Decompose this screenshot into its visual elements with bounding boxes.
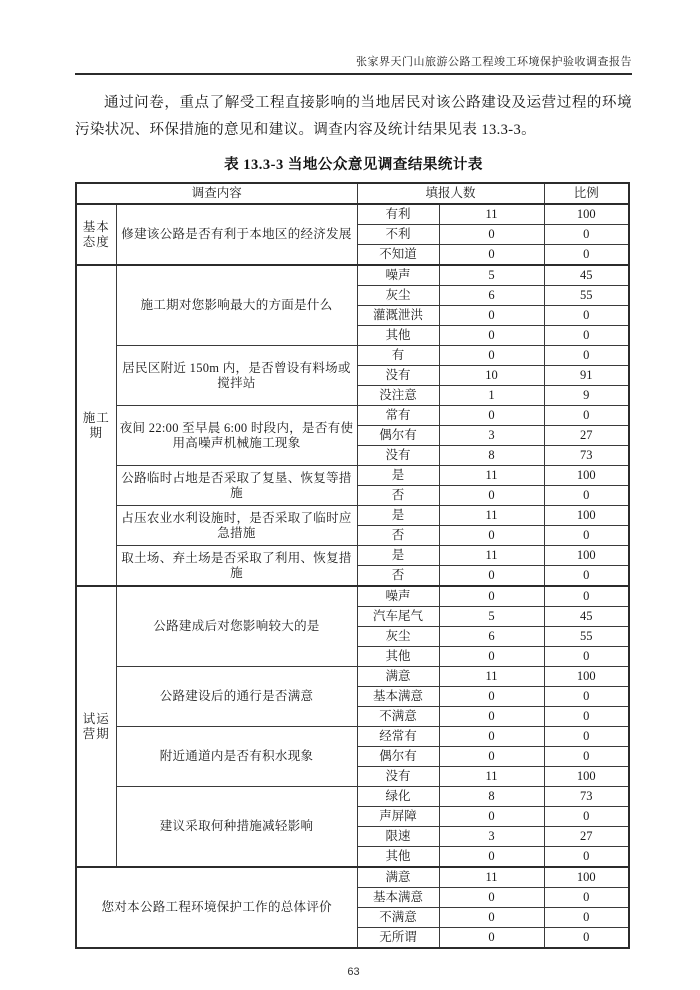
ratio-cell: 45 [544,607,629,627]
count-cell: 0 [439,707,544,727]
table-row [76,727,629,747]
option-cell: 否 [357,566,439,587]
count-cell: 0 [439,225,544,245]
option-cell: 声屏障 [357,807,439,827]
option-cell: 限速 [357,827,439,847]
count-cell: 0 [439,847,544,868]
count-cell: 0 [439,346,544,366]
option-cell: 汽车尾气 [357,607,439,627]
ratio-cell: 0 [544,225,629,245]
ratio-cell: 0 [544,687,629,707]
table-row [76,265,629,286]
option-cell: 基本满意 [357,888,439,908]
ratio-cell: 45 [544,265,629,286]
count-cell: 6 [439,286,544,306]
option-cell: 没有 [357,366,439,386]
ratio-cell: 0 [544,306,629,326]
ratio-cell: 100 [544,767,629,787]
header-ratio: 比例 [544,183,629,204]
table-row [76,546,629,566]
count-cell: 1 [439,386,544,406]
table-row [76,667,629,687]
table-row [76,586,629,607]
option-cell: 否 [357,526,439,546]
option-cell: 不知道 [357,245,439,266]
count-cell: 0 [439,687,544,707]
question-cell: 公路临时占地是否采取了复垦、恢复等措施 [116,466,357,506]
ratio-cell: 0 [544,807,629,827]
ratio-cell: 0 [544,346,629,366]
count-cell: 0 [439,306,544,326]
count-cell: 11 [439,506,544,526]
table-row [76,787,629,807]
option-cell: 偶尔有 [357,426,439,446]
count-cell: 11 [439,767,544,787]
option-cell: 常有 [357,406,439,426]
page-number: 63 [347,966,360,978]
ratio-cell: 27 [544,426,629,446]
ratio-cell: 0 [544,647,629,667]
option-cell: 噪声 [357,265,439,286]
ratio-cell: 0 [544,707,629,727]
count-cell: 0 [439,245,544,266]
count-cell: 5 [439,265,544,286]
option-cell: 满意 [357,867,439,888]
survey-table [75,182,630,949]
ratio-cell: 91 [544,366,629,386]
option-cell: 不利 [357,225,439,245]
table-row [76,867,629,888]
option-cell: 满意 [357,667,439,687]
count-cell: 8 [439,446,544,466]
ratio-cell: 100 [544,546,629,566]
ratio-cell: 0 [544,566,629,587]
count-cell: 0 [439,486,544,506]
option-cell: 是 [357,546,439,566]
count-cell: 8 [439,787,544,807]
count-cell: 0 [439,888,544,908]
header-row [76,183,629,204]
count-cell: 11 [439,867,544,888]
option-cell: 是 [357,506,439,526]
table-row [76,466,629,486]
ratio-cell: 0 [544,486,629,506]
count-cell: 0 [439,526,544,546]
count-cell: 11 [439,546,544,566]
header-respondents: 填报人数 [357,183,544,204]
ratio-cell: 100 [544,506,629,526]
option-cell: 噪声 [357,586,439,607]
table-row [76,204,629,225]
ratio-cell: 55 [544,627,629,647]
count-cell: 0 [439,647,544,667]
question-cell: 占压农业水利设施时，是否采取了临时应急措施 [116,506,357,546]
table-row [76,506,629,526]
option-cell: 没有 [357,446,439,466]
ratio-cell: 0 [544,586,629,607]
count-cell: 0 [439,326,544,346]
ratio-cell: 0 [544,847,629,868]
count-cell: 0 [439,807,544,827]
option-cell: 没注意 [357,386,439,406]
table-row [76,406,629,426]
question-cell: 施工期对您影响最大的方面是什么 [116,265,357,346]
count-cell: 0 [439,727,544,747]
option-cell: 偶尔有 [357,747,439,767]
option-cell: 灰尘 [357,627,439,647]
ratio-cell: 0 [544,326,629,346]
option-cell: 灰尘 [357,286,439,306]
option-cell: 没有 [357,767,439,787]
ratio-cell: 100 [544,466,629,486]
group-cell: 施工期 [76,265,116,586]
question-cell: 您对本公路工程环境保护工作的总体评价 [76,867,357,948]
option-cell: 否 [357,486,439,506]
count-cell: 0 [439,747,544,767]
question-cell: 公路建成后对您影响较大的是 [116,586,357,667]
ratio-cell: 0 [544,888,629,908]
count-cell: 0 [439,908,544,928]
count-cell: 0 [439,586,544,607]
survey-table-head [76,183,629,204]
count-cell: 0 [439,566,544,587]
survey-table-body [76,204,629,948]
option-cell: 其他 [357,647,439,667]
option-cell: 其他 [357,326,439,346]
count-cell: 10 [439,366,544,386]
question-cell: 取土场、弃土场是否采取了利用、恢复措施 [116,546,357,587]
option-cell: 其他 [357,847,439,868]
ratio-cell: 100 [544,867,629,888]
ratio-cell: 0 [544,928,629,949]
count-cell: 0 [439,406,544,426]
question-cell: 修建该公路是否有利于本地区的经济发展 [116,204,357,265]
intro-paragraph: 通过问卷，重点了解受工程直接影响的当地居民对该公路建设及运营过程的环境污染状况、环保措施的意见和建议。调查内容及统计结果见表 13.3-3。 [75,95,632,138]
group-cell: 基本态度 [76,204,116,265]
page-content [75,0,632,978]
question-cell: 公路建设后的通行是否满意 [116,667,357,727]
ratio-cell: 73 [544,787,629,807]
option-cell: 是 [357,466,439,486]
group-cell: 试运营期 [76,586,116,867]
table-row [76,346,629,366]
option-cell: 有 [357,346,439,366]
question-cell: 居民区附近 150m 内，是否曾设有料场或搅拌站 [116,346,357,406]
count-cell: 3 [439,827,544,847]
option-cell: 灌溉泄洪 [357,306,439,326]
question-cell: 建议采取何种措施减轻影响 [116,787,357,868]
question-cell: 附近通道内是否有积水现象 [116,727,357,787]
ratio-cell: 0 [544,727,629,747]
ratio-cell: 0 [544,245,629,266]
option-cell: 有利 [357,204,439,225]
ratio-cell: 0 [544,406,629,426]
running-header [75,0,632,75]
count-cell: 3 [439,426,544,446]
count-cell: 0 [439,928,544,949]
ratio-cell: 27 [544,827,629,847]
count-cell: 6 [439,627,544,647]
option-cell: 绿化 [357,787,439,807]
option-cell: 无所谓 [357,928,439,949]
ratio-cell: 0 [544,908,629,928]
ratio-cell: 100 [544,204,629,225]
question-cell: 夜间 22:00 至早晨 6:00 时段内，是否有使用高噪声机械施工现象 [116,406,357,466]
report-title: 张家界天门山旅游公路工程竣工环境保护验收调查报告 [356,56,632,68]
ratio-cell: 55 [544,286,629,306]
ratio-cell: 73 [544,446,629,466]
header-content: 调查内容 [76,183,357,204]
option-cell: 不满意 [357,707,439,727]
ratio-cell: 100 [544,667,629,687]
count-cell: 11 [439,466,544,486]
table-title: 表 13.3-3 当地公众意见调查结果统计表 [224,157,483,173]
count-cell: 11 [439,667,544,687]
option-cell: 不满意 [357,908,439,928]
option-cell: 经常有 [357,727,439,747]
count-cell: 5 [439,607,544,627]
count-cell: 11 [439,204,544,225]
ratio-cell: 0 [544,526,629,546]
option-cell: 基本满意 [357,687,439,707]
ratio-cell: 9 [544,386,629,406]
ratio-cell: 0 [544,747,629,767]
